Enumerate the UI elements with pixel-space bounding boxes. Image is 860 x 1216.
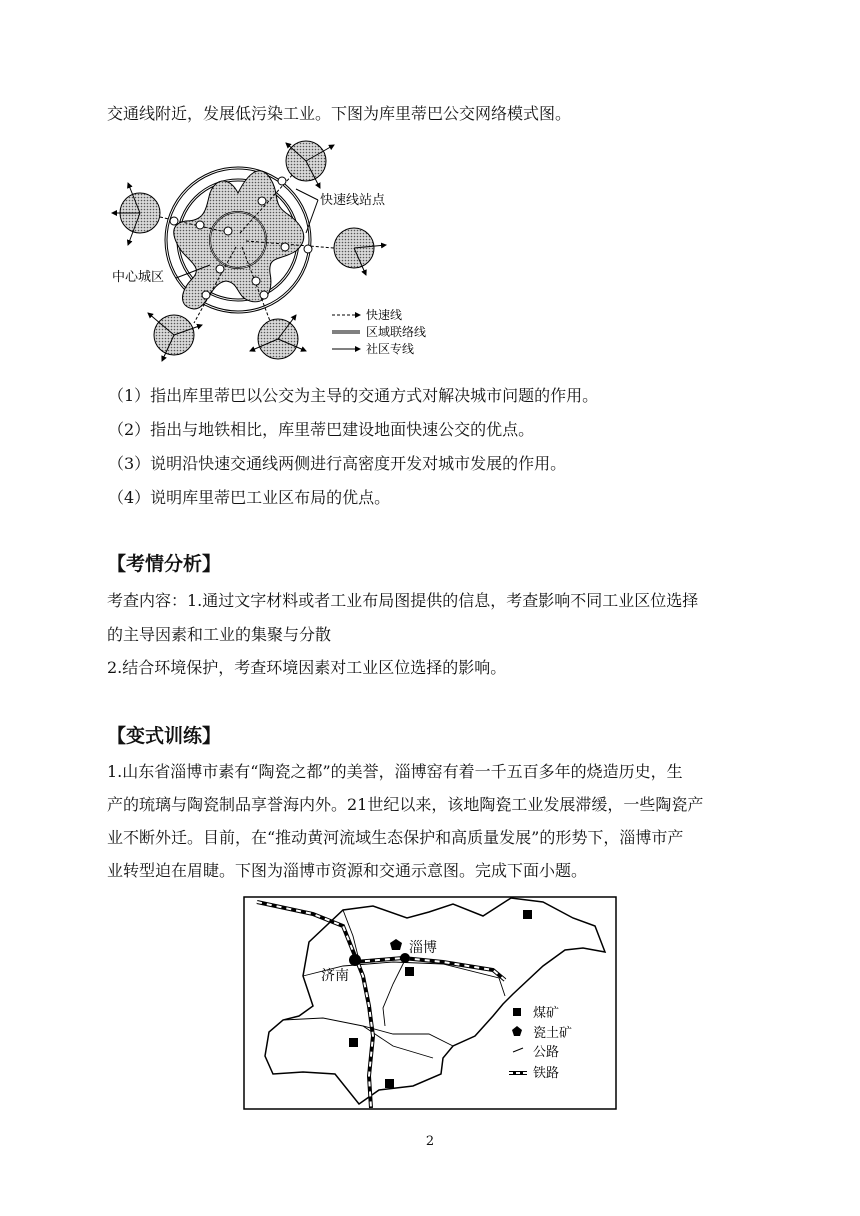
legend-road: 公路 [533,1045,560,1060]
training-line: 产的琉璃与陶瓷制品享誉海内外。21世纪以来，该地陶瓷工业发展滞缓，一些陶瓷产 [107,795,704,814]
heading-training: 【变式训练】 [107,725,222,747]
question-4: （4）说明库里蒂巴工业区布局的优点。 [108,488,391,507]
legend-coal-icon [513,1008,521,1016]
transit-network-figure [110,133,450,365]
legend-community: 社区专线 [366,342,415,356]
heading-analysis: 【考情分析】 [107,553,222,575]
legend-coal: 煤矿 [533,1006,560,1021]
question-1: （1）指出库里蒂巴以公交为主导的交通方式对解决城市问题的作用。 [108,386,599,405]
legend-railway: 铁路 [533,1066,560,1081]
city-zibo-label: 淄博 [409,940,437,956]
zibo-map-figure [243,896,617,1110]
label-central-district: 中心城区 [112,270,165,285]
training-line: 1.山东省淄博市素有“陶瓷之都”的美誉，淄博窑有着一千五百多年的烧造历史，生 [107,762,683,781]
question-3: （3）说明沿快速交通线两侧进行高密度开发对城市发展的作用。 [108,454,567,473]
city-jinan-dot [349,954,361,966]
analysis-line: 2.结合环境保护，考查环境因素对工业区位选择的影响。 [107,658,507,677]
page-number: 2 [425,1134,435,1149]
figure1-legend [332,307,426,356]
legend-express: 快速线 [366,308,403,322]
analysis-line: 考查内容：1.通过文字材料或者工业布局图提供的信息，考查影响不同工业区位选择 [107,591,699,610]
legend-region-link: 区域联络线 [366,325,427,339]
label-express-station: 快速线站点 [320,193,386,208]
city-jinan-label: 济南 [321,968,349,984]
analysis-line: 的主导因素和工业的集聚与分散 [107,625,332,644]
question-2: （2）指出与地铁相比，库里蒂巴建设地面快速公交的优点。 [108,420,535,439]
training-line: 业转型迫在眉睫。下图为淄博市资源和交通示意图。完成下面小题。 [107,861,588,880]
training-line: 业不断外迁。目前，在“推动黄河流域生态保护和高质量发展”的形势下，淄博市产 [107,828,684,847]
intro-text: 交通线附近，发展低污染工业。下图为库里蒂巴公交网络模式图。 [107,104,572,123]
legend-clay: 瓷土矿 [533,1026,573,1041]
